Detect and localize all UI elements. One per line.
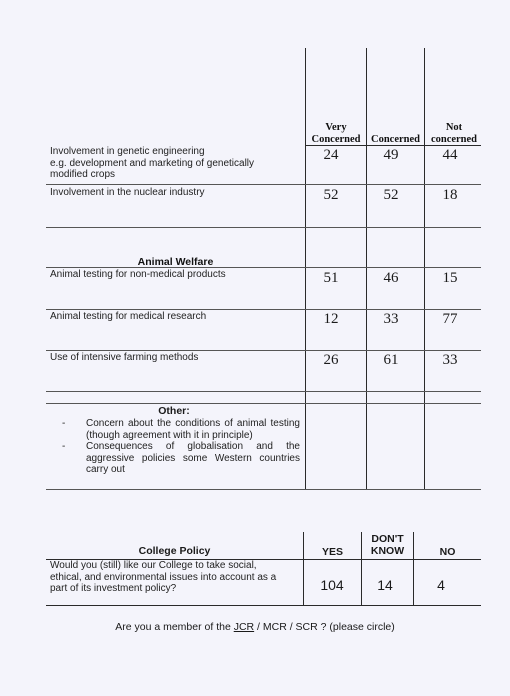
value-concerned: 52 (383, 187, 399, 203)
row-line-other-bottom (46, 489, 481, 490)
membership-question (0, 621, 510, 633)
header-very-concerned (306, 122, 366, 146)
policy-question (50, 560, 302, 595)
header-very-line2: Concerned (311, 134, 361, 145)
value-not-concerned: 18 (442, 187, 458, 203)
policy-question-line: Would you (still) like our College to take social, (50, 560, 257, 571)
policy-question-line: part of its investment policy? (50, 583, 177, 594)
row-line-other-top (46, 403, 481, 404)
value-concerned: 61 (383, 352, 399, 368)
value-very-concerned: 12 (323, 311, 339, 327)
column-divider-3 (424, 48, 425, 490)
dont-know-line2: KNOW (370, 545, 405, 557)
value-very-concerned: 24 (323, 147, 339, 163)
column-divider-2 (366, 48, 367, 490)
header-bottom-line (305, 145, 481, 146)
other-comment-item (58, 418, 300, 441)
header-not-concerned (425, 122, 483, 146)
other-comment-text: Consequences of globalisation and the aggressive policies some Western countries carry out (86, 441, 300, 475)
policy-column-divider-1 (303, 532, 304, 606)
policy-bottom-line (46, 605, 481, 606)
policy-value-no: 4 (437, 577, 445, 593)
row-label-animal-medical: Animal testing for medical research (50, 311, 207, 322)
value-very-concerned: 52 (323, 187, 339, 203)
value-not-concerned: 44 (442, 147, 458, 163)
policy-no-header: NO (439, 546, 456, 558)
other-comments-list (58, 418, 300, 476)
policy-dont-know-header (362, 533, 413, 557)
header-not-line1: Not (445, 122, 463, 133)
policy-value-dont-know: 14 (377, 577, 393, 593)
row-line-intensive (46, 391, 481, 392)
value-concerned: 33 (383, 311, 399, 327)
row-label-genetic-engineering (50, 146, 302, 181)
value-concerned: 49 (383, 147, 399, 163)
row-label-line: Involvement in genetic engineering (50, 146, 205, 157)
header-concerned-text: Concerned (371, 134, 420, 145)
policy-heading: College Policy (138, 545, 211, 557)
row-line-nuclear (46, 227, 481, 228)
header-very-line1: Very (325, 122, 347, 133)
row-label-intensive-farming: Use of intensive farming methods (50, 352, 199, 363)
row-label-nuclear-industry (50, 187, 302, 199)
dont-know-line1: DON'T (371, 533, 404, 545)
policy-question-line: ethical, and environmental issues into account as a (50, 571, 277, 583)
membership-option-jcr[interactable]: JCR (233, 621, 255, 633)
value-very-concerned: 51 (323, 270, 339, 286)
bullet-dash: - (62, 418, 66, 429)
policy-yes-header: YES (321, 546, 343, 558)
row-line-nonmedical (46, 309, 481, 310)
column-divider-1 (305, 48, 306, 490)
value-not-concerned: 15 (442, 270, 458, 286)
value-not-concerned: 77 (442, 311, 458, 327)
row-label-line: modified crops (50, 169, 116, 180)
value-very-concerned: 26 (323, 352, 339, 368)
other-heading: Other: (158, 405, 190, 417)
row-line-medical (46, 350, 481, 351)
header-not-line2: concerned (430, 134, 478, 145)
membership-options-rest: / MCR / SCR ? (please circle) (254, 621, 395, 633)
value-not-concerned: 33 (442, 352, 458, 368)
row-label-animal-nonmedical: Animal testing for non-medical products (50, 269, 226, 280)
row-label-line: e.g. development and marketing of genetically (50, 157, 255, 169)
bullet-dash: - (62, 441, 66, 452)
policy-column-divider-3 (413, 532, 414, 606)
other-comment-text: Concern about the conditions of animal testing (though agreement with it in principle) (86, 418, 300, 441)
section-heading-animal-welfare: Animal Welfare (137, 256, 214, 268)
membership-text: Are you a member of the (115, 621, 234, 633)
value-concerned: 46 (383, 270, 399, 286)
policy-value-yes: 104 (320, 577, 344, 593)
row-line-genetic (46, 184, 481, 185)
other-comment-item (58, 441, 300, 476)
row-label-line: Involvement in the nuclear industry (50, 187, 205, 198)
